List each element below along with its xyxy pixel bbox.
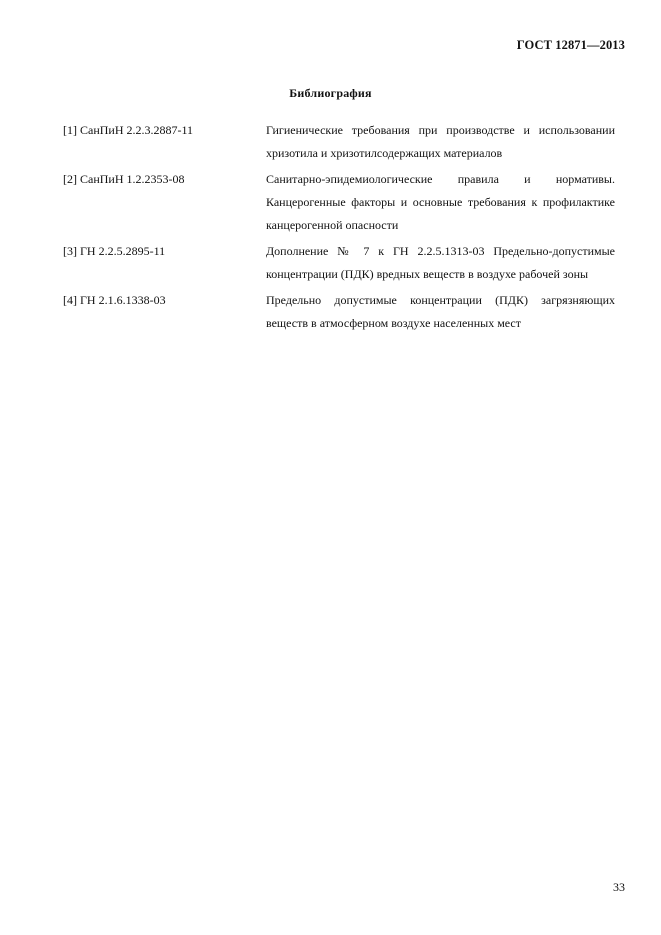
- bibliography-entry: [63, 240, 615, 286]
- bibliography-entry: [63, 119, 615, 165]
- standard-code-header: ГОСТ 12871—2013: [516, 38, 625, 52]
- bibliography-entry: [63, 168, 615, 237]
- bibliography-description: Гигиенические требования при производстве и использовании хризотила и хризотилсодержащих материалов: [266, 123, 615, 160]
- page-number: 33: [613, 880, 625, 894]
- bibliography-reference: [2] СанПиН 1.2.2353-08: [63, 172, 185, 186]
- bibliography-reference: [4] ГН 2.1.6.1338-03: [63, 293, 166, 307]
- bibliography-description: Санитарно-эпидемиологические правила и нормативы. Канцерогенные факторы и основные требования к профилактике канцерогенной опасности: [266, 172, 615, 232]
- bibliography-list: [63, 119, 615, 338]
- bibliography-description: Дополнение № 7 к ГН 2.2.5.1313-03 Предельно-допустимые концентрации (ПДК) вредных веществ в воздухе рабочей зоны: [266, 244, 615, 281]
- bibliography-entry: [63, 289, 615, 335]
- bibliography-reference: [3] ГН 2.2.5.2895-11: [63, 244, 166, 258]
- section-title: Библиография: [289, 86, 372, 100]
- bibliography-reference: [1] СанПиН 2.2.3.2887-11: [63, 123, 194, 137]
- bibliography-description: Предельно допустимые концентрации (ПДК) загрязняющих веществ в атмосферном воздухе населенных мест: [266, 293, 615, 330]
